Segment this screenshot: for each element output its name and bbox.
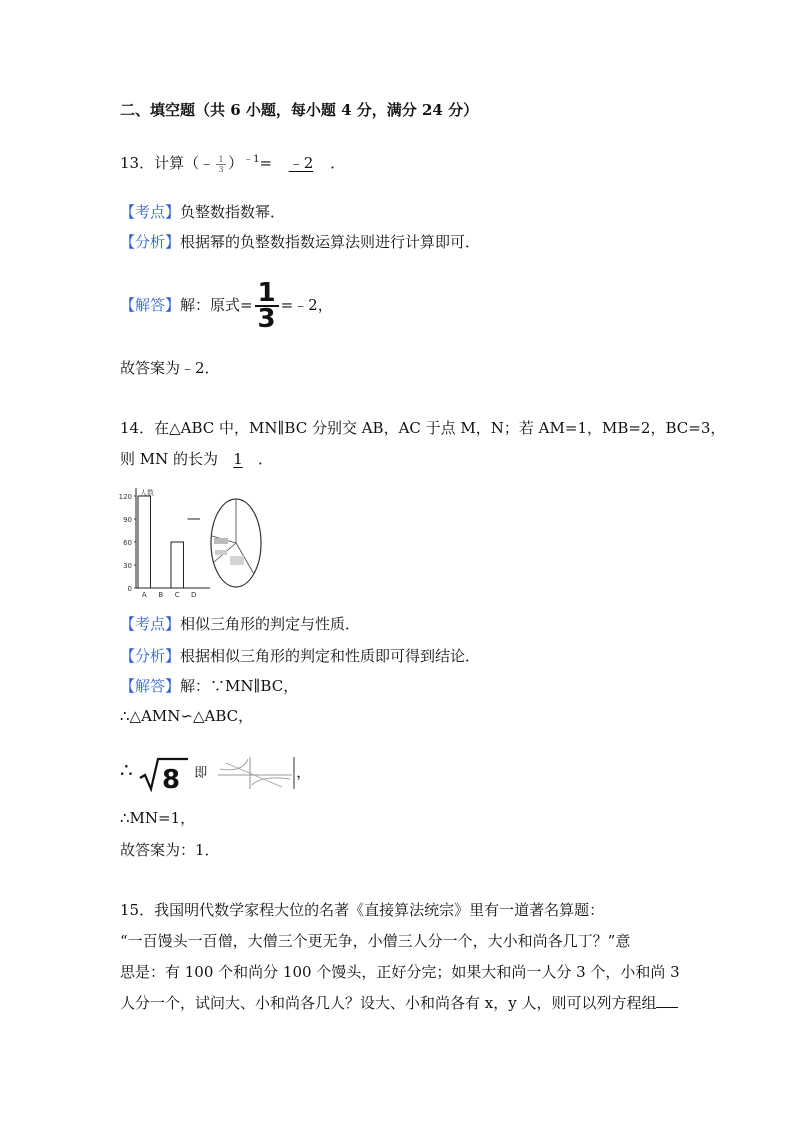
q13-kaodian — [120, 202, 285, 222]
q14-step2 — [120, 748, 311, 796]
chart-x-tick-label: C — [174, 591, 180, 599]
sqrt-expression — [138, 751, 190, 795]
chart-y-tick-label: 30 — [123, 562, 132, 570]
q13-jieda-text: 解：原式= — [180, 296, 253, 314]
q14-step2-therefore: ∴ — [120, 758, 133, 782]
q14-jieda-tag: 【解答】 — [120, 677, 181, 695]
q13-kaodian-tag: 【考点】 — [120, 203, 181, 221]
radicand: 8 — [161, 764, 180, 792]
q15-line3: 思是：有 100 个和尚分 100 个馒头，正好分完；如果大和尚一人分 3 个，小和尚 3 — [120, 963, 680, 981]
q14-jieda — [120, 676, 298, 696]
q13-fenxi — [120, 232, 480, 252]
q14-kaodian-text: 相似三角形的判定与性质． — [180, 615, 361, 633]
q15-answer-blank — [656, 993, 678, 1008]
q14-step1: ∴△AMN∽△ABC， — [120, 707, 254, 725]
q15-line4 — [120, 993, 678, 1013]
sqrt-symbol — [138, 756, 190, 792]
chart-bar — [171, 542, 184, 588]
q15-line4-text: 人分一个，试问大、小和尚各几人？设大、小和尚各有 x，y 人，则可以列方程组 — [120, 994, 657, 1012]
graph-sketch-figure — [212, 755, 296, 791]
q14-line2-prefix: 则 MN 的长为 — [120, 450, 219, 468]
sketch-curve-2 — [252, 778, 290, 785]
q14-line2-end: ． — [258, 450, 274, 468]
question-13 — [120, 150, 345, 174]
chart-x-tick-label: D — [191, 591, 197, 599]
q14-final: 故答案为：1． — [120, 841, 220, 859]
q15-line1: 15．我国明代数学家程大位的名著《直接算法统宗》里有一道著名算题： — [120, 901, 605, 919]
q14-jieda-text: 解：∵MN∥BC， — [180, 677, 299, 695]
q14-step3: ∴MN=1， — [120, 809, 196, 827]
q13-jieda-result: =﹣2， — [280, 296, 333, 314]
pie-label-smudge-3 — [230, 556, 244, 565]
pie-label-smudge-2 — [215, 550, 227, 555]
q14-line2 — [120, 449, 273, 469]
q13-prefix: 13．计算（﹣ — [120, 154, 215, 172]
chart-x-tick-label: B — [158, 591, 164, 599]
q13-small-fraction — [216, 155, 226, 174]
q14-fenxi — [120, 646, 480, 666]
chart-bar — [138, 496, 151, 588]
q13-answer-blank: ﹣2 — [288, 154, 314, 172]
chart-x-tick-label: A — [141, 591, 147, 599]
q13-jieda-frac-den: 3 — [257, 304, 276, 334]
q14-kaodian-tag: 【考点】 — [120, 615, 181, 633]
pie-label-smudge-1 — [214, 538, 228, 544]
bar-chart-root — [119, 488, 210, 599]
q13-kaodian-text: 负整数指数幂． — [180, 203, 286, 221]
q13-suffix: ） — [228, 154, 244, 172]
q14-kaodian — [120, 614, 360, 634]
sketch-curve-1 — [220, 759, 248, 770]
chart-y-label: 人数 — [140, 489, 154, 497]
q14-fenxi-text: 根据相似三角形的判定和性质即可得到结论． — [180, 647, 481, 665]
q13-final: 故答案为﹣2． — [120, 359, 220, 377]
q14-step2-ji: 即 — [194, 766, 208, 781]
q13-frac-den: 3 — [218, 164, 224, 174]
q13-fenxi-text: 根据幂的负整数指数运算法则进行计算即可． — [180, 233, 481, 251]
q14-answer-blank: 1 — [233, 450, 243, 468]
q13-jieda-fraction — [255, 278, 279, 334]
q13-exponent: ﹣1 — [243, 154, 260, 165]
q14-step2-end: ， — [296, 763, 312, 781]
q14-line1: 14．在△ABC 中，MN∥BC 分别交 AB，AC 于点 M，N；若 AM=1，MB=2，BC=3， — [120, 419, 726, 437]
q13-fenxi-tag: 【分析】 — [120, 233, 181, 251]
chart-y-tick-label: 0 — [127, 585, 132, 593]
q14-fenxi-tag: 【分析】 — [120, 647, 181, 665]
q13-equals: = — [259, 154, 273, 172]
bar-chart-figure — [114, 478, 210, 600]
q15-line2: “一百馒头一百僧，大僧三个更无争，小僧三人分一个，大小和尚各几丁？”意 — [120, 932, 631, 950]
q13-jieda — [120, 278, 333, 334]
q13-jieda-tag: 【解答】 — [120, 296, 181, 314]
chart-y-tick-label: 90 — [123, 516, 132, 524]
chart-y-tick-label: 60 — [123, 539, 132, 547]
q13-frac-num: 1 — [218, 154, 224, 164]
section-title: 二、填空题（共 6 小题，每小题 4 分，满分 24 分） — [120, 101, 479, 119]
q13-jieda-frac-num: 1 — [257, 278, 276, 308]
pie-chart-figure — [208, 494, 264, 592]
chart-y-tick-label: 120 — [118, 493, 132, 501]
q13-end: ． — [330, 154, 346, 172]
